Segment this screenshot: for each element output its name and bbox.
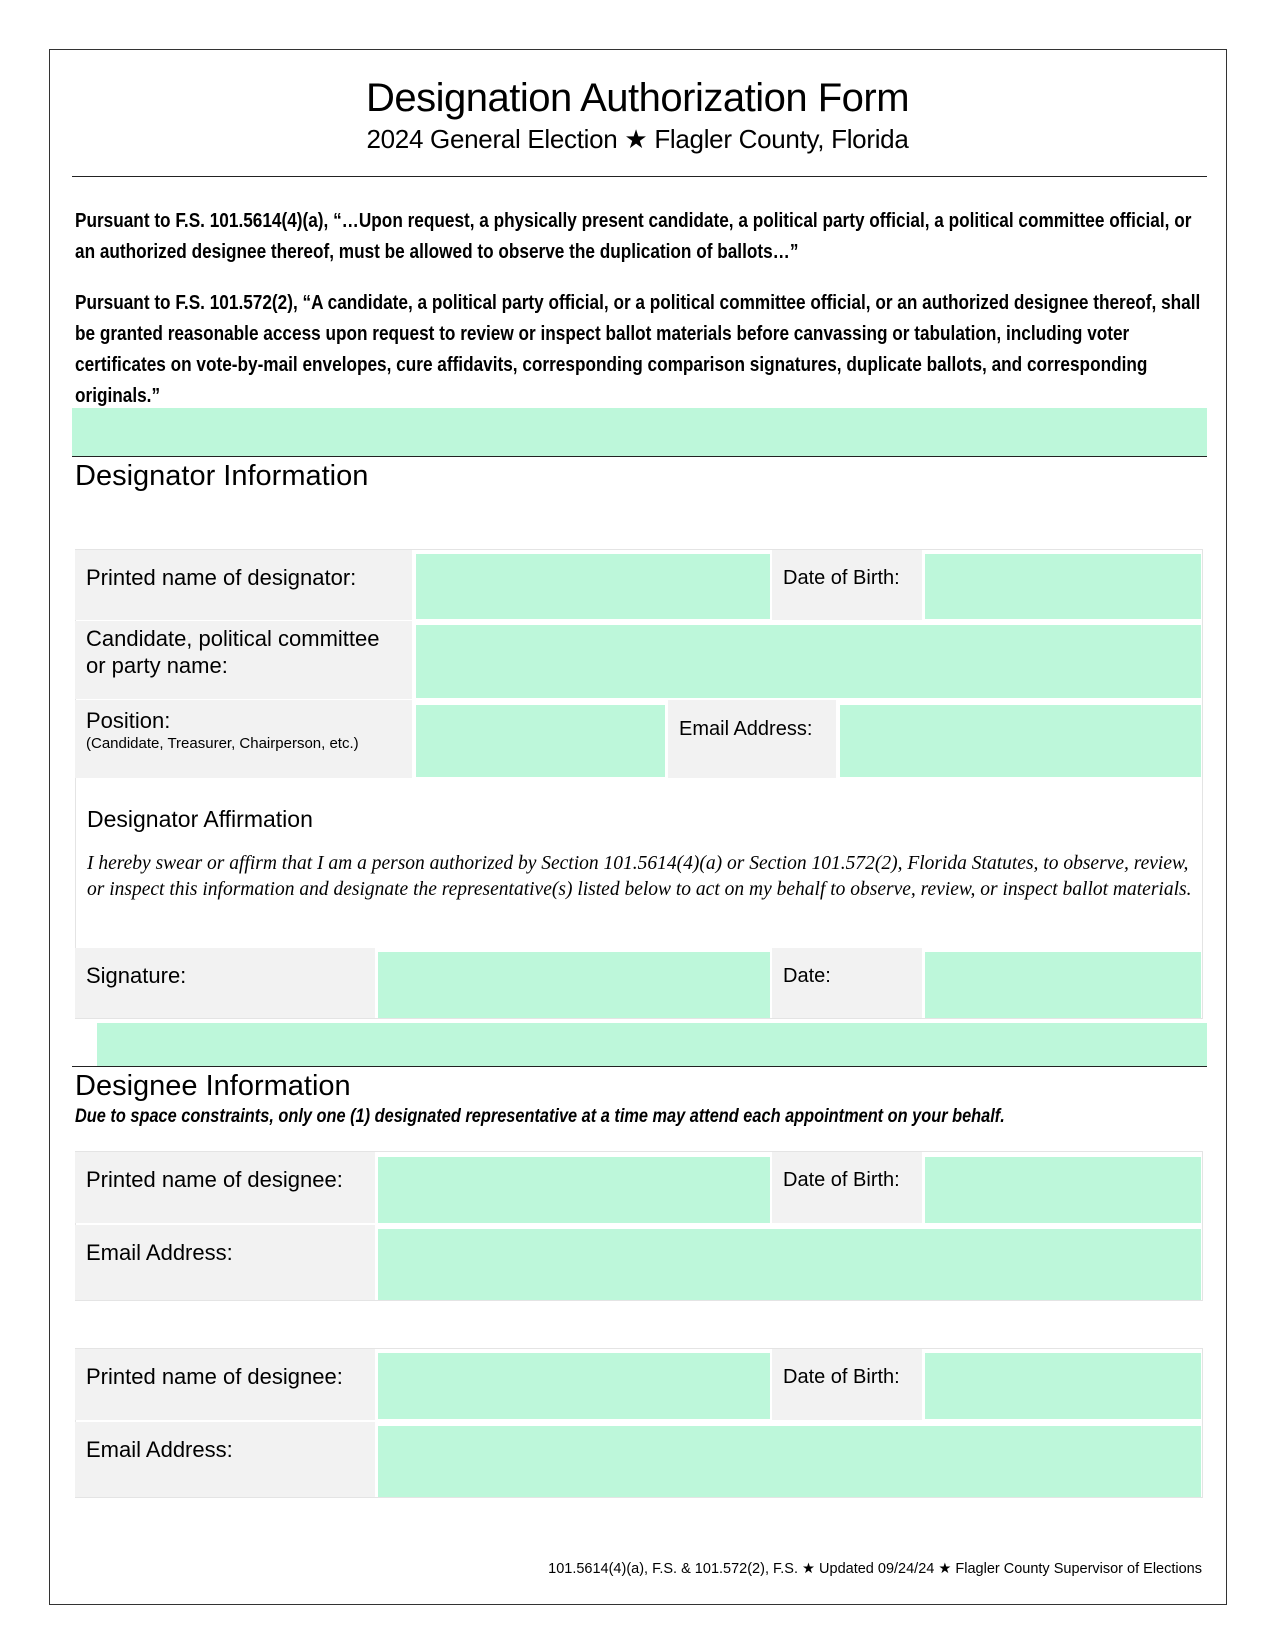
designee-divider	[72, 1066, 1207, 1067]
header-divider	[72, 176, 1207, 177]
designee-1-dob-label: Date of Birth:	[772, 1152, 922, 1223]
designee-1-email-label: Email Address:	[75, 1225, 375, 1300]
committee-name-field[interactable]	[416, 625, 1201, 698]
designee-1-dob-field[interactable]	[925, 1157, 1201, 1223]
designator-email-field[interactable]	[840, 705, 1201, 777]
statute-paragraph-2: Pursuant to F.S. 101.572(2), “A candidate, a political party official, or a political committee official, or an authorized designee thereof, shall be granted reasonable access upon request to review or inspect ballot materials before canvassing or tabulation, including voter certificates on vote-by-mail envelopes, cure affidavits, corresponding comparison signatures, duplicate ballots, and corresponding originals.”	[75, 292, 1201, 407]
spacer-band	[72, 408, 1207, 456]
position-label-cell	[75, 700, 412, 778]
designee-2-email-field[interactable]	[378, 1426, 1201, 1497]
designee-1-name-field[interactable]	[378, 1157, 770, 1223]
signature-field[interactable]	[378, 952, 770, 1018]
form-title: Designation Authorization Form	[365, 76, 910, 120]
signature-date-label: Date:	[772, 948, 922, 1018]
designator-dob-field[interactable]	[925, 554, 1201, 619]
designee-2-email-label: Email Address:	[75, 1422, 375, 1497]
signature-label: Signature:	[75, 948, 375, 1018]
spacer-band-2	[97, 1023, 1207, 1066]
designator-dob-label: Date of Birth:	[772, 550, 922, 620]
committee-name-label: Candidate, political committee or party name:	[75, 621, 412, 699]
designee-section-title: Designee Information	[75, 1070, 351, 1102]
designator-email-label: Email Address:	[668, 700, 836, 778]
position-field[interactable]	[416, 705, 665, 777]
statute-paragraph-1: Pursuant to F.S. 101.5614(4)(a), “…Upon request, a physically present candidate, a political party official, a political committee official, or an authorized designee thereof, must be allowed to observe the duplication of ballots…”	[75, 210, 1192, 263]
footer-citation: 101.5614(4)(a), F.S. & 101.572(2), F.S. ★ Updated 09/24/24 ★ Flagler County Supervisor of Elections	[548, 1561, 1202, 1577]
printed-name-designator-field[interactable]	[416, 554, 770, 619]
form-subtitle: 2024 General Election ★ Flagler County, Florida	[366, 124, 909, 154]
designee-2-dob-label: Date of Birth:	[772, 1349, 922, 1420]
position-hint: (Candidate, Treasurer, Chairperson, etc.)	[86, 735, 359, 752]
section-divider	[72, 456, 1207, 457]
affirmation-text: I hereby swear or affirm that I am a person authorized by Section 101.5614(4)(a) or Section 101.572(2), Florida Statutes, to observe, review, or inspect this information and designate the representative(s) listed below to act on my behalf to observe, review, or inspect ballot materials.	[87, 853, 1192, 900]
designee-1-name-label: Printed name of designee:	[75, 1152, 375, 1223]
signature-date-field[interactable]	[925, 952, 1201, 1018]
designator-section-title: Designator Information	[75, 460, 369, 492]
designee-2-dob-field[interactable]	[925, 1353, 1201, 1419]
designee-1-email-field[interactable]	[378, 1229, 1201, 1300]
designee-2-name-label: Printed name of designee:	[75, 1349, 375, 1420]
designee-note: Due to space constraints, only one (1) designated representative at a time may attend each appointment on your behalf.	[75, 1106, 1005, 1127]
affirmation-title: Designator Affirmation	[87, 806, 313, 832]
printed-name-designator-label: Printed name of designator:	[75, 550, 412, 620]
designee-2-name-field[interactable]	[378, 1353, 770, 1419]
position-label: Position:	[86, 708, 171, 733]
